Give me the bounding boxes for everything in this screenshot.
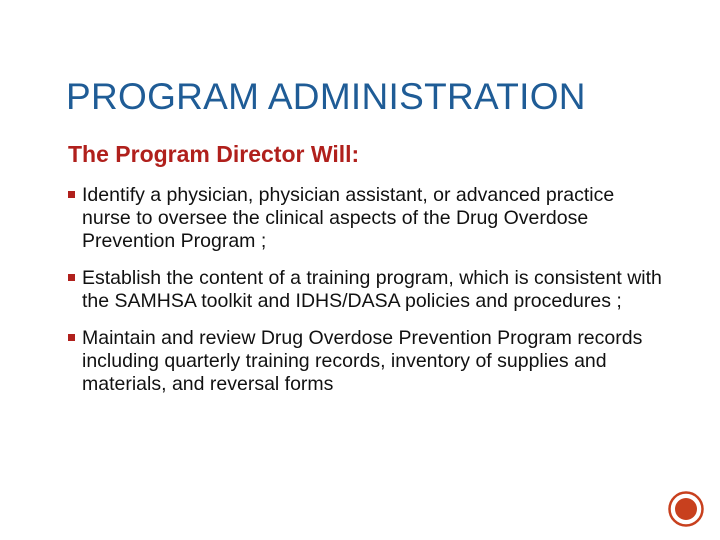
slide-subheading: The Program Director Will: [68, 141, 360, 167]
bullet-list [68, 184, 668, 410]
slide-title: PROGRAM ADMINISTRATION [66, 76, 586, 117]
nav-icon-inner-disc [675, 498, 697, 520]
bullet-item [68, 267, 668, 313]
square-bullet-icon [68, 334, 75, 341]
bullet-item [68, 327, 668, 396]
square-bullet-icon [68, 191, 75, 198]
bullet-text: Identify a physician, physician assistant, or advanced practice nurse to oversee the clinical aspects of the Drug Overdose Prevention Program ; [82, 184, 615, 252]
square-bullet-icon [68, 274, 75, 281]
bullet-item [68, 184, 668, 253]
bullet-text: Establish the content of a training program, which is consistent with the SAMHSA toolkit and IDHS/DASA policies and procedures ; [82, 267, 662, 312]
bullet-text: Maintain and review Drug Overdose Prevention Program records including quarterly training records, inventory of supplies and materials, and reversal forms [82, 327, 643, 395]
circle-nav-icon[interactable] [668, 491, 704, 527]
